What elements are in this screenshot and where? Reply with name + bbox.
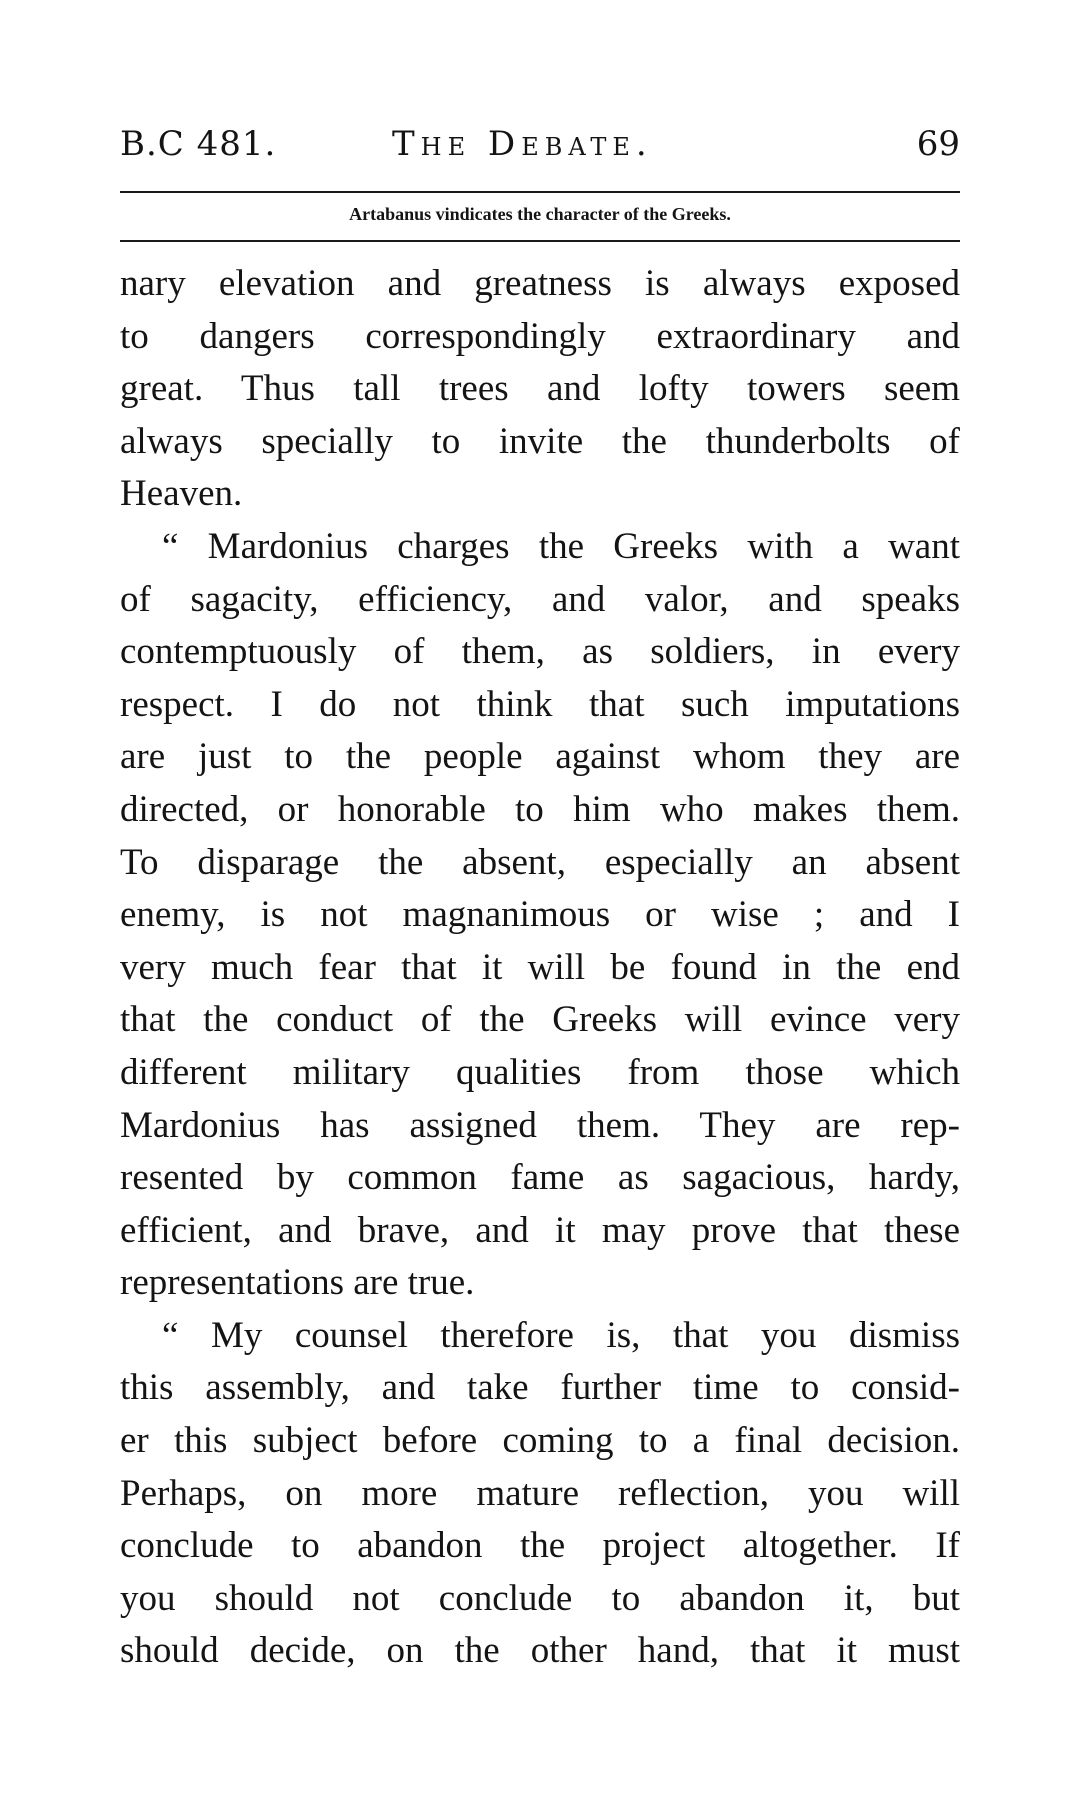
subheading: Artabanus vindicates the character of the Greeks. <box>349 204 731 224</box>
text-line: of sagacity, efficiency, and valor, and speaks <box>120 578 960 620</box>
text-line: Mardonius has assigned them. They are rep- <box>120 1104 960 1146</box>
text-line: enemy, is not magnanimous or wise ; and I <box>120 894 960 936</box>
text-line: representations are true. <box>120 1262 475 1304</box>
header-rule-top <box>120 191 960 193</box>
text-line: efficient, and brave, and it may prove that these <box>120 1209 960 1251</box>
text-line: nary elevation and greatness is always exposed <box>120 263 960 304</box>
text-line: er this subject before coming to a final decision. <box>120 1420 960 1462</box>
text-line: “ Mardonius charges the Greeks with a want <box>162 525 960 567</box>
text-line: To disparage the absent, especially an absent <box>120 841 960 883</box>
text-line: always specially to invite the thunderbolts of <box>120 420 960 462</box>
page-number: 69 <box>916 124 960 164</box>
text-line: you should not conclude to abandon it, but <box>120 1577 960 1619</box>
text-line: this assembly, and take further time to consid- <box>120 1367 960 1409</box>
text-line: very much fear that it will be found in the end <box>120 946 960 988</box>
text-line: should decide, on the other hand, that it must <box>120 1630 960 1672</box>
body-text <box>120 258 960 1678</box>
header-date: B.C 481. <box>120 124 277 164</box>
text-line: different military qualities from those which <box>120 1051 960 1093</box>
text-line: contemptuously of them, as soldiers, in every <box>120 631 960 673</box>
running-header <box>120 124 960 174</box>
text-line: conclude to abandon the project altogether. If <box>120 1525 960 1567</box>
text-line: to dangers correspondingly extraordinary and <box>120 315 960 357</box>
text-line: great. Thus tall trees and lofty towers seem <box>120 368 960 410</box>
text-line: “ My counsel therefore is, that you dismiss <box>162 1314 960 1356</box>
text-line: are just to the people against whom they are <box>120 736 960 778</box>
text-line: resented by common fame as sagacious, hardy, <box>120 1157 960 1199</box>
text-line: Perhaps, on more mature reflection, you will <box>120 1472 960 1514</box>
text-line: respect. I do not think that such imputations <box>120 683 960 725</box>
text-line: directed, or honorable to him who makes them. <box>120 788 960 830</box>
text-line: Heaven. <box>120 473 243 515</box>
header-title: The Debate. <box>392 124 653 164</box>
text-line: that the conduct of the Greeks will evince very <box>120 999 960 1041</box>
header-rule-bottom <box>120 240 960 242</box>
